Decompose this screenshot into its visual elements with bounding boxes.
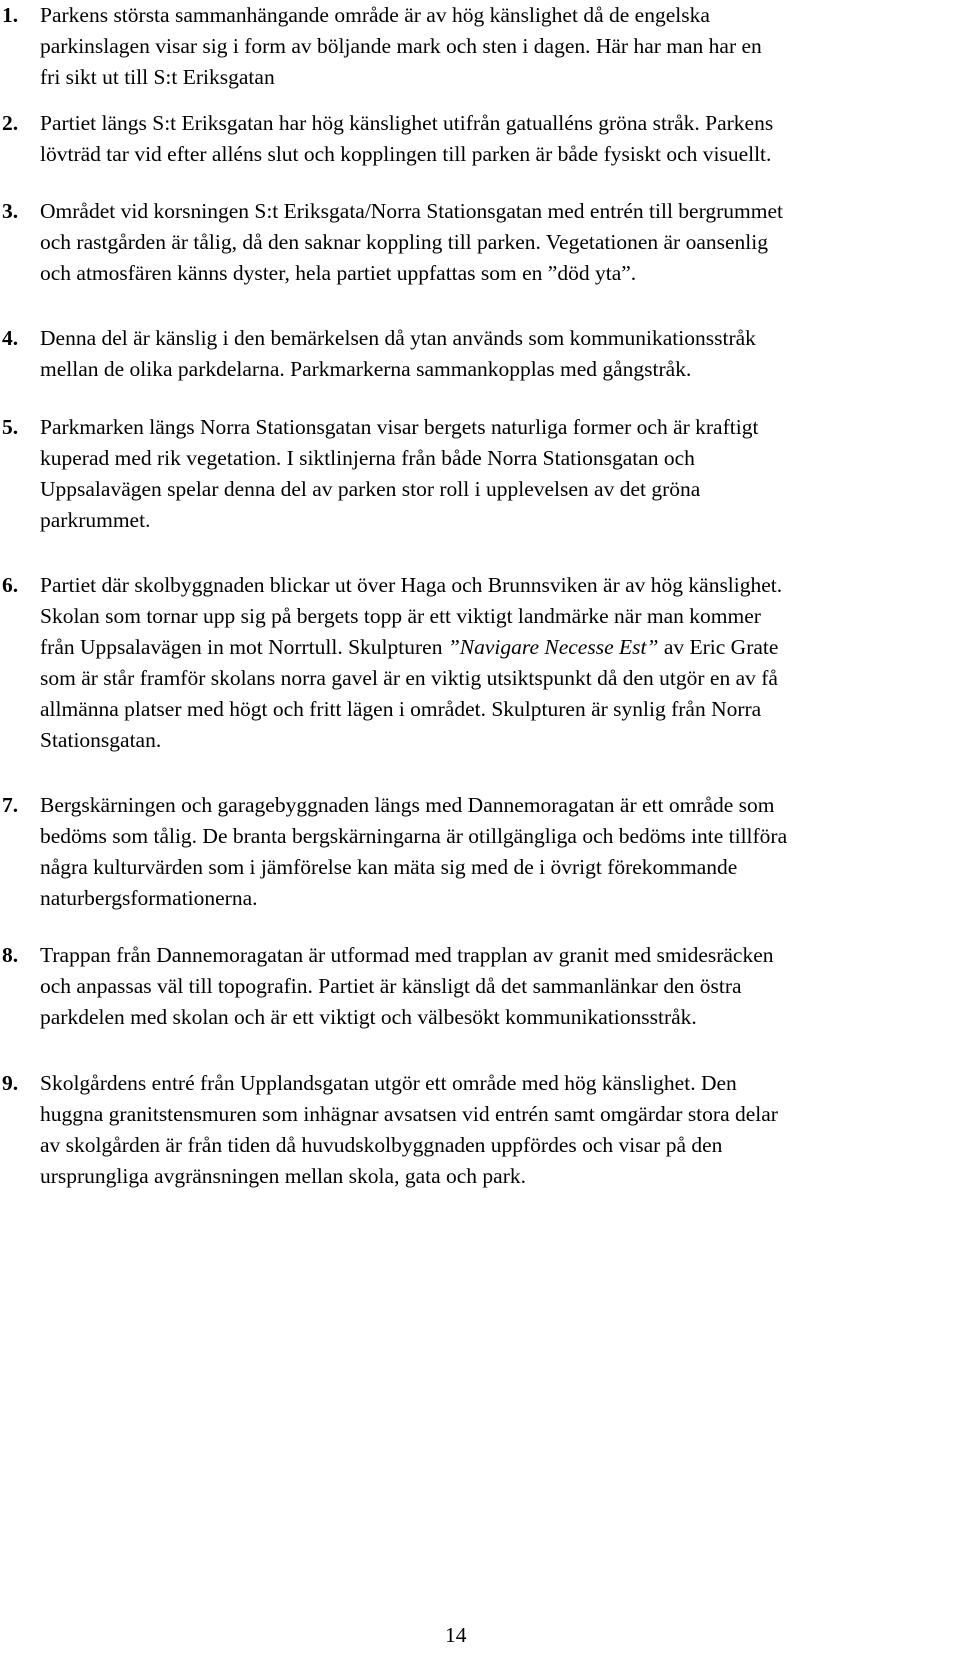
text-line: Uppsalavägen spelar denna del av parken stor roll i upplevelsen av det gröna bbox=[40, 477, 701, 501]
list-item-number: 2. bbox=[2, 111, 19, 135]
list-item-text bbox=[40, 108, 945, 170]
text-line: bedöms som tålig. De branta bergskärningarna är otillgängliga och bedöms inte tillföra bbox=[40, 824, 788, 848]
text-line: Parkmarken längs Norra Stationsgatan visar bergets naturliga former och är kraftigt bbox=[40, 415, 759, 439]
list-item-number: 9. bbox=[2, 1071, 19, 1095]
list-item-number: 3. bbox=[2, 199, 19, 223]
text-line: Denna del är känslig i den bemärkelsen då ytan används som kommunikationsstråk bbox=[40, 326, 756, 350]
list-item-number: 6. bbox=[2, 573, 19, 597]
text-line: huggna granitstensmuren som inhägnar avsatsen vid entrén samt omgärdar stora delar bbox=[40, 1102, 778, 1126]
text-line-with-title bbox=[40, 632, 945, 663]
text-line: Bergskärningen och garagebyggnaden längs med Dannemoragatan är ett område som bbox=[40, 793, 775, 817]
list-item-number: 8. bbox=[2, 943, 19, 967]
list-item-text bbox=[40, 790, 945, 914]
text-segment: från Uppsalavägen in mot Norrtull. Skulpturen bbox=[40, 635, 448, 659]
text-line: ursprungliga avgränsningen mellan skola, gata och park. bbox=[40, 1164, 526, 1188]
text-line: och anpassas väl till topografin. Partiet är känsligt då det sammanlänkar den östra bbox=[40, 974, 742, 998]
text-line: Partiet där skolbyggnaden blickar ut över Haga och Brunnsviken är av hög känslighet. bbox=[40, 573, 783, 597]
text-line: Skolan som tornar upp sig på bergets topp är ett viktigt landmärke när man kommer bbox=[40, 604, 761, 628]
text-line: parkrummet. bbox=[40, 508, 151, 532]
text-line: Parkens största sammanhängande område är av hög känslighet då de engelska bbox=[40, 3, 710, 27]
text-line: kuperad med rik vegetation. I siktlinjerna från både Norra Stationsgatan och bbox=[40, 446, 695, 470]
text-line: mellan de olika parkdelarna. Parkmarkerna sammankopplas med gångstråk. bbox=[40, 357, 692, 381]
text-line: Trappan från Dannemoragatan är utformad med trapplan av granit med smidesräcken bbox=[40, 943, 774, 967]
sculpture-title: ”Navigare Necesse Est” bbox=[447, 635, 659, 659]
text-line: fri sikt ut till S:t Eriksgatan bbox=[40, 65, 275, 89]
list-item-text bbox=[40, 570, 945, 756]
list-item-number: 7. bbox=[2, 793, 19, 817]
list-item-text bbox=[40, 0, 945, 93]
text-line: Partiet längs S:t Eriksgatan har hög känslighet utifrån gatualléns gröna stråk. Parkens bbox=[40, 111, 774, 135]
text-line: lövträd tar vid efter alléns slut och kopplingen till parken är både fysiskt och visuellt. bbox=[40, 142, 772, 166]
list-item-text bbox=[40, 1068, 945, 1192]
text-line: som är står framför skolans norra gavel är en viktig utsiktspunkt då den utgör en av få bbox=[40, 666, 778, 690]
page-number: 14 bbox=[445, 1623, 467, 1647]
text-line: Området vid korsningen S:t Eriksgata/Norra Stationsgatan med entrén till bergrummet bbox=[40, 199, 783, 223]
text-line: allmänna platser med högt och fritt lägen i området. Skulpturen är synlig från Norra bbox=[40, 697, 762, 721]
list-item-text bbox=[40, 323, 945, 385]
text-line: Stationsgatan. bbox=[40, 728, 162, 752]
text-line: Skolgårdens entré från Upplandsgatan utgör ett område med hög känslighet. Den bbox=[40, 1071, 737, 1095]
list-item-text bbox=[40, 940, 945, 1033]
text-line: några kulturvärden som i jämförelse kan mäta sig med de i övrigt förekommande bbox=[40, 855, 738, 879]
list-item-text bbox=[40, 412, 945, 536]
text-line: parkdelen med skolan och är ett viktigt och välbesökt kommunikationsstråk. bbox=[40, 1005, 697, 1029]
list-item-number: 1. bbox=[2, 3, 19, 27]
text-line: naturbergsformationerna. bbox=[40, 886, 258, 910]
text-line: och atmosfären känns dyster, hela partiet uppfattas som en ”död yta”. bbox=[40, 261, 637, 285]
list-item-text bbox=[40, 196, 945, 289]
text-line: parkinslagen visar sig i form av böljande mark och sten i dagen. Här har man har en bbox=[40, 34, 762, 58]
list-item-number: 5. bbox=[2, 415, 19, 439]
text-line: av skolgården är från tiden då huvudskolbyggnaden uppfördes och visar på den bbox=[40, 1133, 723, 1157]
text-line: och rastgården är tålig, då den saknar koppling till parken. Vegetationen är oansenlig bbox=[40, 230, 768, 254]
text-segment: av Eric Grate bbox=[658, 635, 779, 659]
list-item-number: 4. bbox=[2, 326, 19, 350]
